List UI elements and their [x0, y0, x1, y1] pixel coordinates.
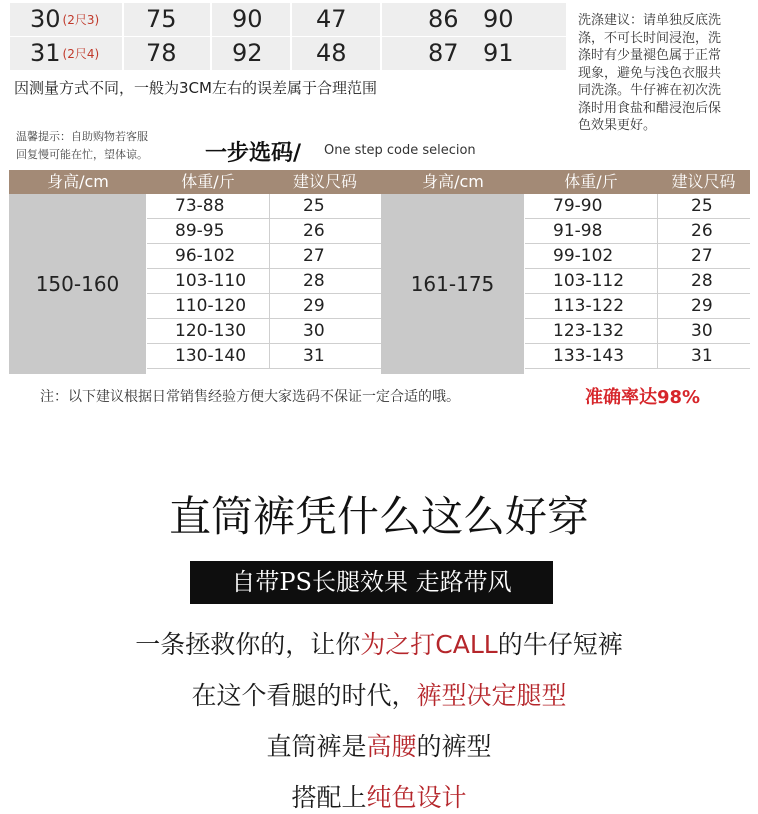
header-size: 建议尺码 — [292, 172, 357, 191]
weight-cell: 103-112 — [553, 271, 625, 291]
table-row — [147, 344, 381, 369]
size-cell: 31 — [691, 346, 713, 366]
table-row — [525, 269, 750, 294]
copy-line: 在这个看腿的时代，裤型决定腿型 — [191, 681, 567, 710]
weight-cell: 133-143 — [553, 346, 625, 366]
size-sub-label: (2尺3) — [62, 13, 100, 27]
table-row — [147, 319, 381, 344]
weight-cell: 130-140 — [175, 346, 247, 366]
step-subtitle: One step code selecion — [324, 143, 476, 158]
accuracy-badge: 准确率达98% — [585, 387, 701, 408]
size-cell: 30 — [303, 321, 325, 341]
size-label: 30 — [30, 5, 61, 33]
weight-cell: 73-88 — [175, 196, 225, 216]
table-row — [147, 219, 381, 244]
size-table-header — [9, 170, 750, 194]
size-table — [9, 194, 750, 374]
size-value: 90 — [483, 5, 514, 33]
size-cell: 30 — [691, 321, 713, 341]
height-range-cell: 150-160 — [9, 194, 146, 374]
size-cell: 31 — [303, 346, 325, 366]
header-weight: 体重/斤 — [181, 172, 235, 191]
size-cell: 29 — [303, 296, 325, 316]
weight-cell: 91-98 — [553, 221, 603, 241]
size-cell: 26 — [691, 221, 713, 241]
weight-cell: 113-122 — [553, 296, 625, 316]
weight-cell: 89-95 — [175, 221, 225, 241]
copy-line: 直筒裤是高腰的裤型 — [266, 732, 492, 761]
table-row — [525, 319, 750, 344]
size-value: 78 — [146, 39, 177, 67]
size-cell: 29 — [691, 296, 713, 316]
table-row — [525, 344, 750, 369]
size-cell: 27 — [303, 246, 325, 266]
size-row-30 — [10, 3, 566, 36]
copy-line: 一条拯救你的，让你为之打CALL的牛仔短裤 — [135, 630, 623, 659]
size-cell: 25 — [303, 196, 325, 216]
weight-cell: 103-110 — [175, 271, 247, 291]
header-height: 身高/cm — [47, 172, 109, 191]
weight-cell: 110-120 — [175, 296, 247, 316]
service-tip: 温馨提示：自助购物若客服 回复慢可能在忙，望体谅。 — [16, 130, 148, 161]
size-value: 91 — [483, 39, 514, 67]
table-row — [147, 194, 381, 219]
table-row — [525, 244, 750, 269]
size-value: 48 — [316, 39, 347, 67]
size-cell: 28 — [303, 271, 325, 291]
size-value: 47 — [316, 5, 347, 33]
table-row — [147, 294, 381, 319]
feature-banner: 自带PS长腿效果 走路带风 — [190, 561, 553, 604]
header-height: 身高/cm — [422, 172, 484, 191]
table-row — [147, 269, 381, 294]
size-value: 75 — [146, 5, 177, 33]
size-cell: 28 — [691, 271, 713, 291]
copy-line: 搭配上纯色设计 — [291, 783, 467, 812]
disclaimer-note: 注：以下建议根据日常销售经验方便大家选码不保证一定合适的哦。 — [40, 389, 460, 405]
weight-cell: 79-90 — [553, 196, 603, 216]
table-row — [525, 294, 750, 319]
size-value: 92 — [232, 39, 263, 67]
height-range-cell: 161-175 — [381, 194, 524, 374]
size-cell: 27 — [691, 246, 713, 266]
table-row — [525, 194, 750, 219]
table-row — [525, 219, 750, 244]
weight-cell: 120-130 — [175, 321, 247, 341]
measurement-note: 因测量方式不同，一般为3CM左右的误差属于合理范围 — [14, 79, 377, 97]
header-weight: 体重/斤 — [564, 172, 618, 191]
header-size: 建议尺码 — [671, 172, 736, 191]
section-headline: 直筒裤凭什么这么好穿 — [168, 492, 589, 541]
table-row — [147, 244, 381, 269]
size-value: 90 — [232, 5, 263, 33]
size-cell: 25 — [691, 196, 713, 216]
size-sub-label: (2尺4) — [62, 47, 100, 61]
weight-cell: 99-102 — [553, 246, 614, 266]
weight-cell: 123-132 — [553, 321, 625, 341]
size-value: 86 — [428, 5, 459, 33]
wash-advice: 洗涤建议：请单独反底洗 涤，不可长时间浸泡，洗 涤时有少量褪色属于正常 现象，避免与浅色衣服共 同洗涤。牛仔裤在初次洗 涤时用食盐和醋浸泡后保 色效果更好。 — [578, 13, 722, 133]
size-cell: 26 — [303, 221, 325, 241]
size-value: 87 — [428, 39, 459, 67]
weight-cell: 96-102 — [175, 246, 236, 266]
step-title: 一步选码/ — [205, 141, 302, 166]
size-label: 31 — [30, 39, 61, 67]
size-row-31 — [10, 37, 566, 70]
